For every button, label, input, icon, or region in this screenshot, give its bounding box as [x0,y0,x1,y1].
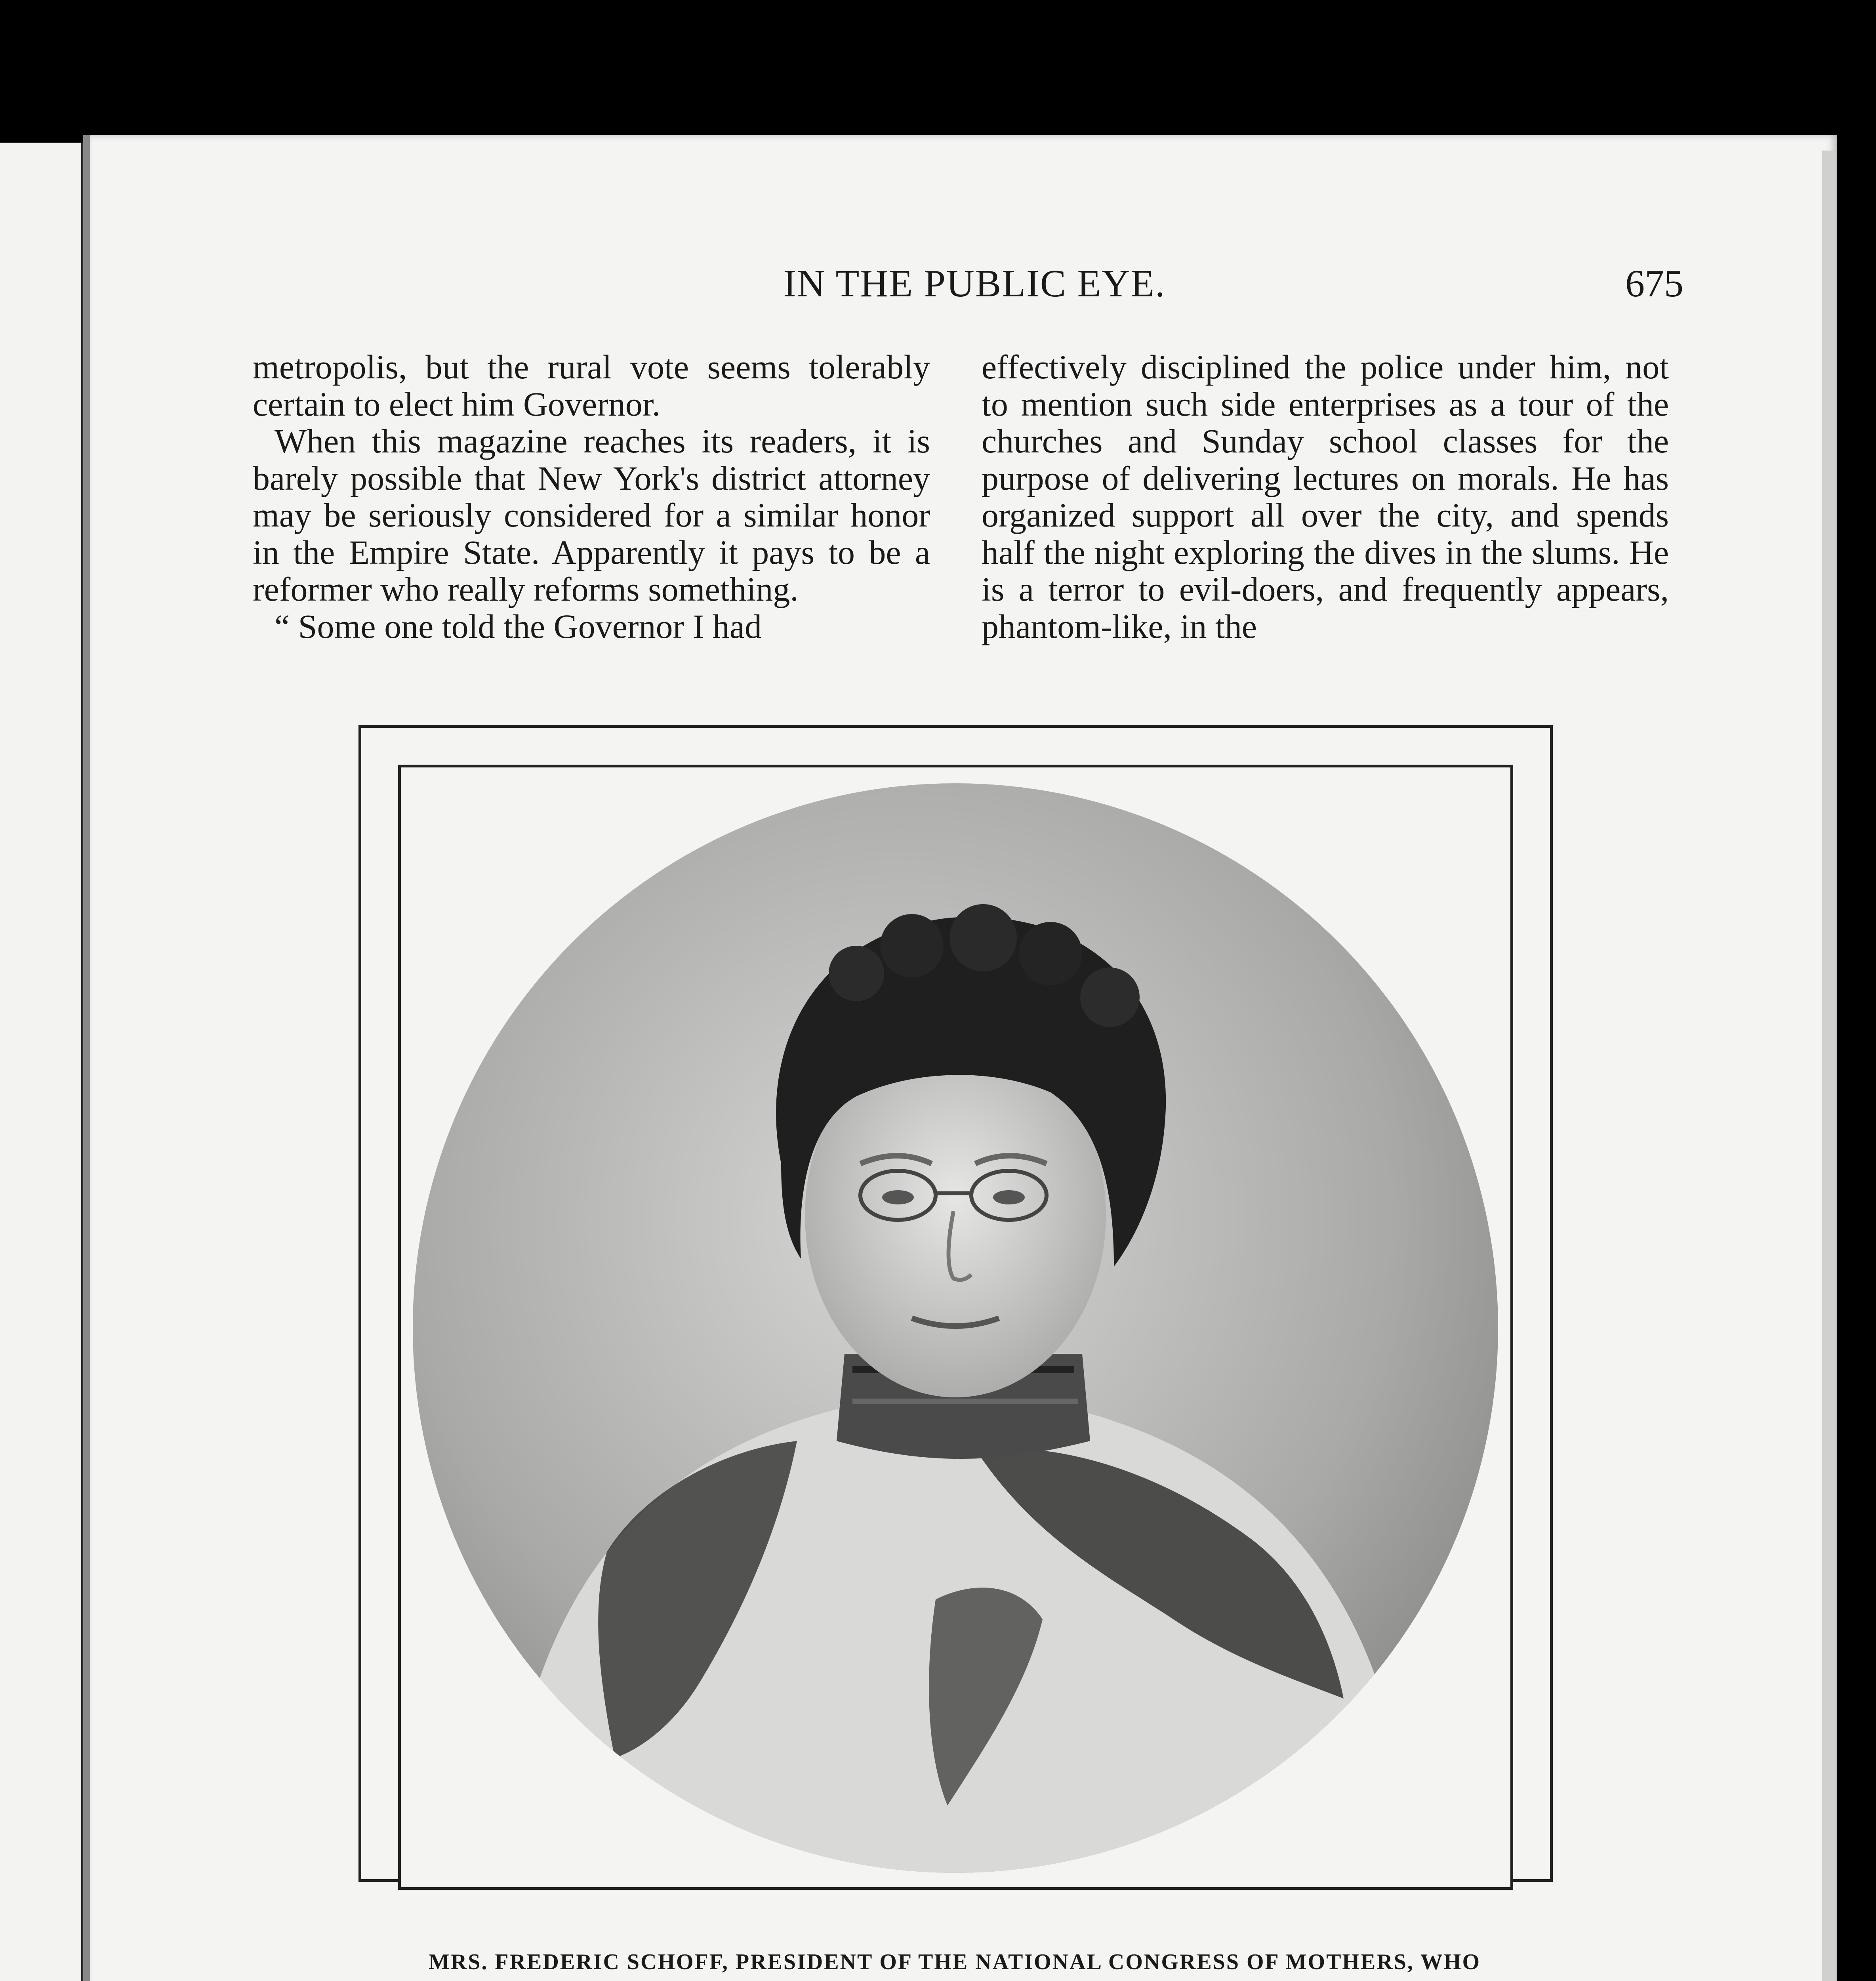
photo-caption [349,1943,1561,1981]
caption-line: MRS. FREDERIC SCHOFF, PRESIDENT OF THE NATIONAL CONGRESS OF MOTHERS, WHO [428,1950,1481,1974]
running-head: IN THE PUBLIC EYE. [783,262,1166,305]
paragraph: When this magazine reaches its readers, it is barely possible that New York's district attorney may be seriously considered for a similar honor in the Empire State. Apparently it pays to be a reformer who really reforms something. [253,422,930,608]
page-number: 675 [1625,262,1683,305]
paragraph: effectively disciplined the police under him, not to mention such side enterprises as a tour of the churches and Sunday school classes for the purpose of delivering lectures on morals. He has organized support all over the city, and spends half the night exploring the dives in the slums. He is a terror to evil-doers, and frequently appears, phantom-like, in the [982,348,1669,645]
photo-frame-inner [398,765,1513,1890]
column-top-left [253,349,930,645]
column-top-right [982,349,1669,645]
paragraph: metropolis, but the rural vote seems tolerably certain to elect him Governor. [253,348,930,423]
paragraph: “ Some one told the Governor I had [275,607,762,645]
page-edge-shadow [1822,151,1834,1981]
adjacent-page-edge [0,143,85,1981]
portrait-photograph [401,767,1510,1887]
